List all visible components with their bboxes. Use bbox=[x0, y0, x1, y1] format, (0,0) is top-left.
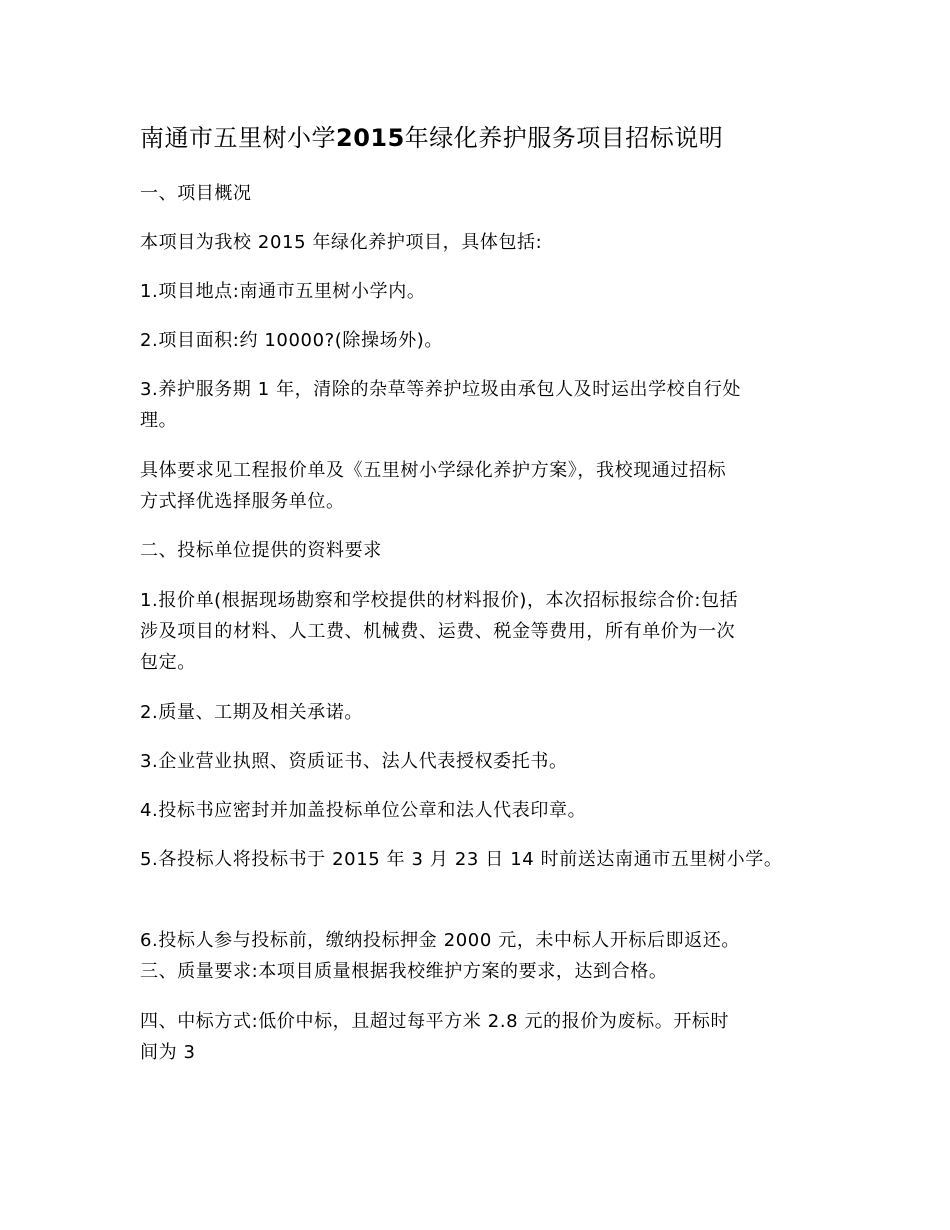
section-heading-materials: 二、投标单位提供的资料要求 bbox=[140, 540, 382, 561]
paragraph-area: 2.项目面积:约 10000?(除操场外)。 bbox=[140, 330, 444, 351]
section-heading-overview: 一、项目概况 bbox=[140, 183, 252, 204]
paragraph-sealing: 4.投标书应密封并加盖投标单位公章和法人代表印章。 bbox=[140, 800, 587, 821]
paragraph-deposit: 6.投标人参与投标前，缴纳投标押金 2000 元，未中标人开标后即返还。 三、质量要求:本项目质量根据我校维护方案的要求，达到合格。 bbox=[140, 930, 741, 982]
paragraph-quality-commitment: 2.质量、工期及相关承诺。 bbox=[140, 702, 363, 723]
paragraph-deadline: 5.各投标人将投标书于 2015 年 3 月 23 日 14 时前送达南通市五里树小学。 bbox=[140, 849, 783, 870]
paragraph-award-method: 四、中标方式:低价中标，且超过每平方米 2.8 元的报价为废标。开标时 间为 3 bbox=[140, 1011, 730, 1063]
title-year: 2015 bbox=[336, 124, 405, 152]
title-suffix: 年绿化养护服务项目招标说明 bbox=[404, 124, 724, 152]
paragraph-service-period: 3.养护服务期 1 年，清除的杂草等养护垃圾由承包人及时运出学校自行处 理。 bbox=[140, 379, 742, 431]
title-prefix: 南通市五里树小学 bbox=[140, 124, 336, 152]
paragraph-business-license: 3.企业营业执照、资质证书、法人代表授权委托书。 bbox=[140, 751, 568, 772]
paragraph-quotation: 1.报价单(根据现场勘察和学校提供的材料报价)，本次招标报综合价:包括 涉及项目的材料、人工费、机械费、运费、税金等费用，所有单价为一次 包定。 bbox=[140, 590, 739, 673]
document-title bbox=[140, 118, 840, 158]
paragraph-location: 1.项目地点:南通市五里树小学内。 bbox=[140, 281, 426, 302]
paragraph-intro: 本项目为我校 2015 年绿化养护项目，具体包括: bbox=[140, 232, 543, 253]
paragraph-requirements: 具体要求见工程报价单及《五里树小学绿化养护方案》，我校现通过招标 方式择优选择服务单位。 bbox=[140, 460, 727, 512]
